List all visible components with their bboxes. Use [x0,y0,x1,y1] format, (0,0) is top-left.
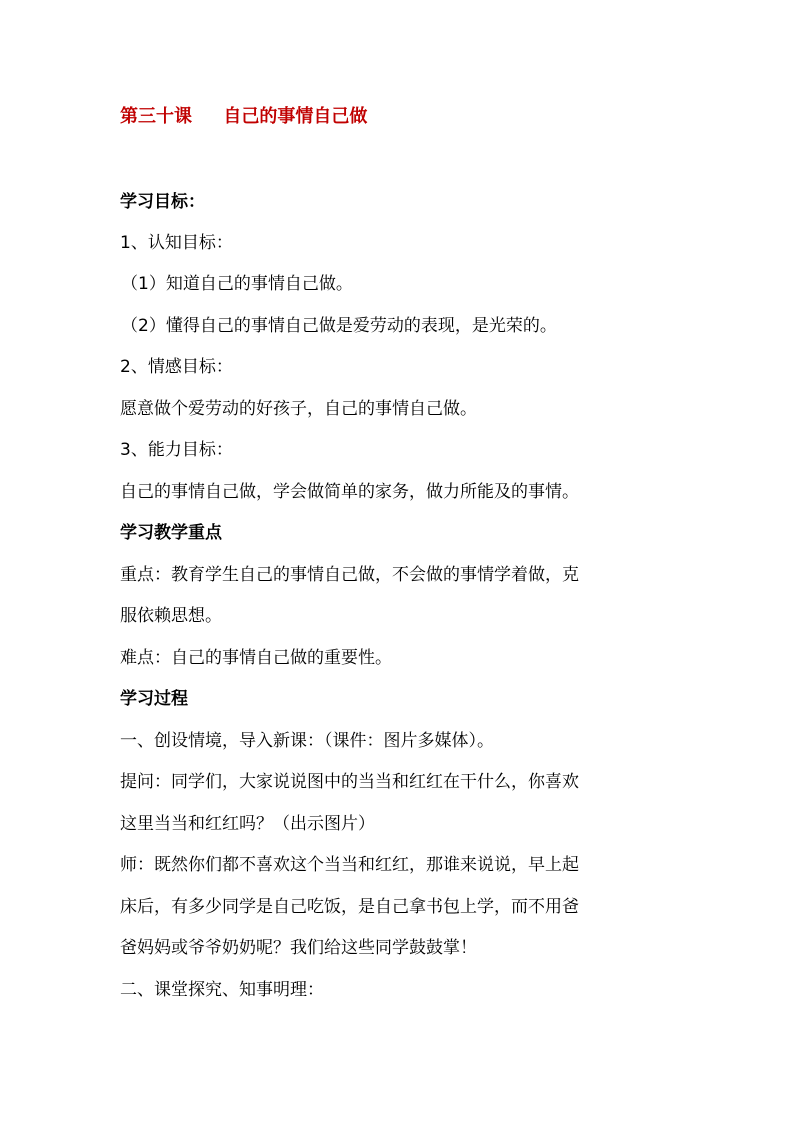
section-heading-key-points: 学习教学重点 [120,523,222,543]
lesson-topic: 自己的事情自己做 [223,106,368,127]
paragraph-line: 二、课堂探究、知事明理： [120,980,324,1000]
subheading-cognitive-goal: 1、认知目标： [120,233,233,253]
lesson-number: 第三十课 [120,106,192,127]
subheading-ability-goal: 3、能力目标： [120,440,233,460]
subheading-emotional-goal: 2、情感目标： [120,357,233,377]
paragraph-line: 提问：同学们，大家说说图中的当当和红红在干什么，你喜欢 [120,772,579,792]
paragraph-line: 床后，有多少同学是自己吃饭，是自己拿书包上学，而不用爸 [120,897,579,917]
paragraph-line: 师：既然你们都不喜欢这个当当和红红，那谁来说说，早上起 [120,855,579,875]
paragraph-line: 爸妈妈或爷爷奶奶呢？我们给这些同学鼓鼓掌！ [120,938,477,958]
paragraph-line: （1）知道自己的事情自己做。 [121,274,353,294]
paragraph-line: 自己的事情自己做，学会做简单的家务，做力所能及的事情。 [120,482,579,502]
paragraph-line: 重点：教育学生自己的事情自己做，不会做的事情学着做，克 [120,565,579,585]
paragraph-line: 服依赖思想。 [120,606,222,626]
paragraph-line: （2）懂得自己的事情自己做是爱劳动的表现，是光荣的。 [121,316,557,336]
lesson-title [120,104,367,130]
section-heading-process: 学习过程 [120,689,188,709]
paragraph-line: 难点：自己的事情自己做的重要性。 [120,648,392,668]
paragraph-line: 一、创设情境，导入新课：（课件：图片多媒体）。 [120,731,494,751]
paragraph-line: 愿意做个爱劳动的好孩子，自己的事情自己做。 [120,399,477,419]
section-heading-learning-goals: 学习目标： [120,192,205,212]
paragraph-line: 这里当当和红红吗？（出示图片） [120,814,375,834]
